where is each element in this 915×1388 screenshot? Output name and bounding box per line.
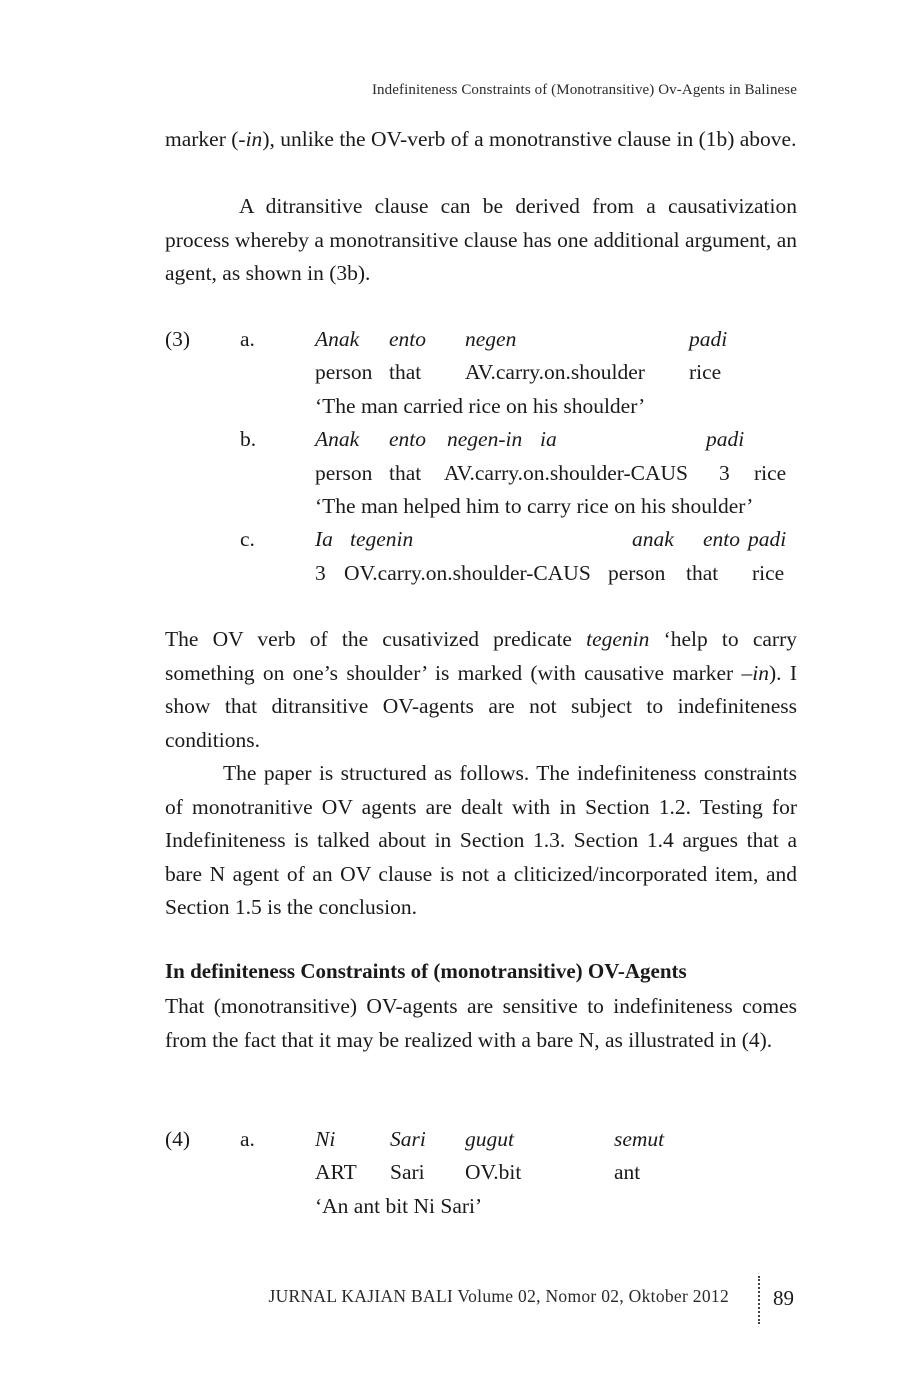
- example-number: (4): [165, 1127, 191, 1151]
- paragraph-4: The paper is structured as follows. The indefiniteness constraints of monotranitive OV agents are dealt with in Section 1.2. Testing for Indefiniteness is talked about in Section 1.3. Section 1.4 argues that a bare N agent of an OV clause is not a cliticized/incorporated item, and Section 1.5 is the conclusion.: [165, 761, 797, 919]
- footer-journal: [268, 1286, 729, 1307]
- paragraph-1: marker (-in), unlike the OV-verb of a monotranstive clause in (1b) above.: [165, 127, 797, 151]
- example-label: c.: [240, 527, 255, 551]
- footer-divider: [758, 1276, 760, 1324]
- example-label: b.: [240, 427, 257, 451]
- example-label: a.: [240, 1127, 255, 1151]
- running-header: Indefiniteness Constraints of (Monotransitive) Ov-Agents in Balinese: [371, 82, 797, 98]
- example-3a-translation: ‘The man carried rice on his shoulder’: [315, 394, 646, 418]
- section-heading: In definiteness Constraints of (monotransitive) OV-Agents: [165, 959, 687, 983]
- example-number: (3): [165, 327, 191, 351]
- paragraph-2: A ditransitive clause can be derived from a causativization process whereby a monotransitive clause has one additional argument, an agent, as shown in (3b).: [165, 194, 797, 285]
- paragraph-3: The OV verb of the cusativized predicate tegenin ‘help to carry something on one’s shoulder’ is marked (with causative marker –in). I show that ditransitive OV-agents are not subject to indefiniteness conditions.: [165, 627, 797, 752]
- example-4a-translation: ‘An ant bit Ni Sari’: [315, 1194, 483, 1218]
- paragraph-5: That (monotransitive) OV-agents are sensitive to indefiniteness comes from the fact that it may be realized with a bare N, as illustrated in (4).: [165, 994, 797, 1052]
- example-label: a.: [240, 327, 255, 351]
- example-3b-translation: ‘The man helped him to carry rice on his shoulder’: [315, 494, 754, 518]
- journal-name: JURNAL KAJIAN BALI: [268, 1286, 454, 1306]
- journal-issue: Volume 02, Nomor 02, Oktober 2012: [453, 1286, 729, 1306]
- page-number: 89: [773, 1286, 794, 1310]
